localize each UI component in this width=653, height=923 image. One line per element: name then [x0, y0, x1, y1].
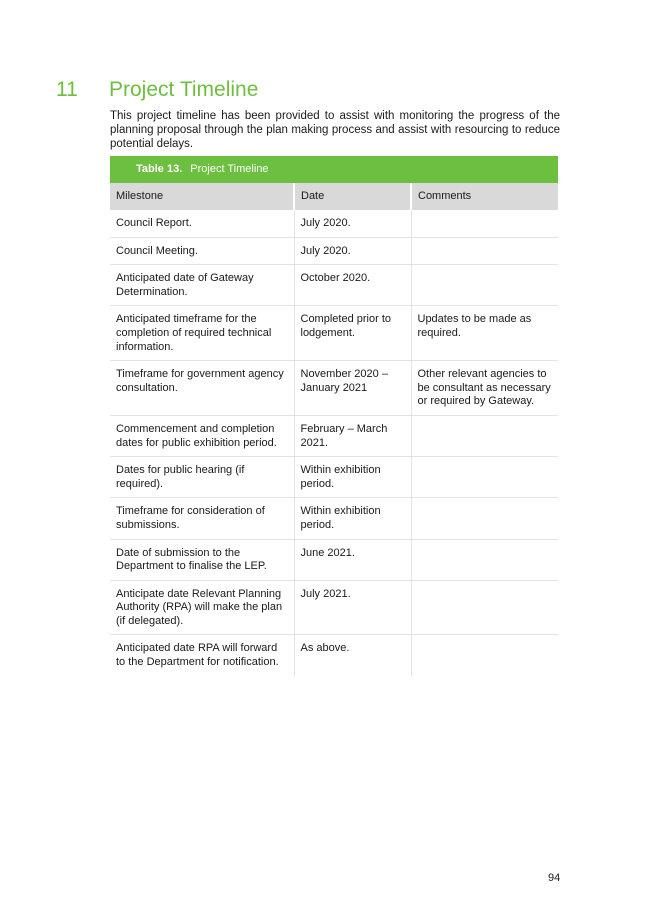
table-header-row	[110, 183, 558, 210]
table-row	[110, 635, 558, 676]
column-header-milestone: Milestone	[110, 183, 294, 210]
comments-cell	[411, 635, 558, 676]
table-caption-number: Table 13.	[136, 162, 183, 175]
date-cell: Within exhibition period.	[294, 457, 411, 498]
milestone-cell: Date of submission to the Department to finalise the LEP.	[110, 539, 294, 580]
milestone-cell: Anticipated date RPA will forward to the Department for notification.	[116, 642, 279, 669]
table-caption-row	[110, 156, 558, 183]
table-row	[110, 237, 558, 265]
date-cell: Completed prior to lodgement.	[294, 306, 411, 361]
milestone-cell: Anticipated date of Gateway Determination.	[110, 265, 294, 306]
table-row	[110, 265, 558, 306]
intro-paragraph: This project timeline has been provided to assist with monitoring the progress of the planning proposal through the plan making process and assist with resourcing to reduce potential delays.	[110, 110, 560, 150]
comments-cell	[411, 415, 558, 456]
date-cell: July 2020.	[294, 210, 411, 237]
milestone-cell: Timeframe for consideration of submissions.	[110, 498, 294, 539]
date-cell: February – March 2021.	[294, 415, 411, 456]
column-header-comments: Comments	[411, 183, 558, 210]
milestone-cell: Anticipated timeframe for the completion of required technical information.	[110, 306, 294, 361]
milestone-cell: Dates for public hearing (if required).	[110, 457, 294, 498]
milestone-cell: Council Report.	[110, 210, 294, 237]
comments-cell	[411, 210, 558, 237]
date-cell: November 2020 – January 2021	[294, 361, 411, 416]
section-title: Project Timeline	[109, 78, 259, 101]
milestone-cell: Commencement and completion dates for public exhibition period.	[110, 415, 294, 456]
date-cell: July 2020.	[294, 237, 411, 265]
milestone-cell: Anticipate date Relevant Planning Authority (RPA) will make the plan (if delegated).	[110, 580, 294, 635]
page-number: 94	[548, 872, 561, 884]
date-cell: October 2020.	[294, 265, 411, 306]
table-row	[110, 415, 558, 456]
column-header-date: Date	[294, 183, 411, 210]
comments-cell	[411, 457, 558, 498]
date-cell: July 2021.	[294, 580, 411, 635]
date-cell: Within exhibition period.	[294, 498, 411, 539]
section-heading	[56, 78, 258, 102]
table-row	[110, 498, 558, 539]
table-row	[110, 539, 558, 580]
table-row	[110, 457, 558, 498]
table-row	[110, 210, 558, 237]
table-row	[110, 306, 558, 361]
milestone-cell: Timeframe for government agency consultation.	[110, 361, 294, 416]
comments-cell	[411, 237, 558, 265]
table-row	[110, 361, 558, 416]
milestone-cell: Council Meeting.	[110, 237, 294, 265]
section-number: 11	[56, 78, 78, 101]
table-row	[110, 580, 558, 635]
comments-cell	[411, 265, 558, 306]
table-caption	[110, 156, 558, 183]
comments-cell	[411, 498, 558, 539]
comments-cell	[411, 580, 558, 635]
project-timeline-table	[110, 156, 558, 676]
comments-cell: Updates to be made as required.	[411, 306, 558, 361]
table-caption-title: Project Timeline	[190, 162, 269, 175]
comments-cell: Other relevant agencies to be consultant as necessary or required by Gateway.	[411, 361, 558, 416]
comments-cell	[411, 539, 558, 580]
date-cell: June 2021.	[294, 539, 411, 580]
date-cell: As above.	[294, 635, 411, 676]
